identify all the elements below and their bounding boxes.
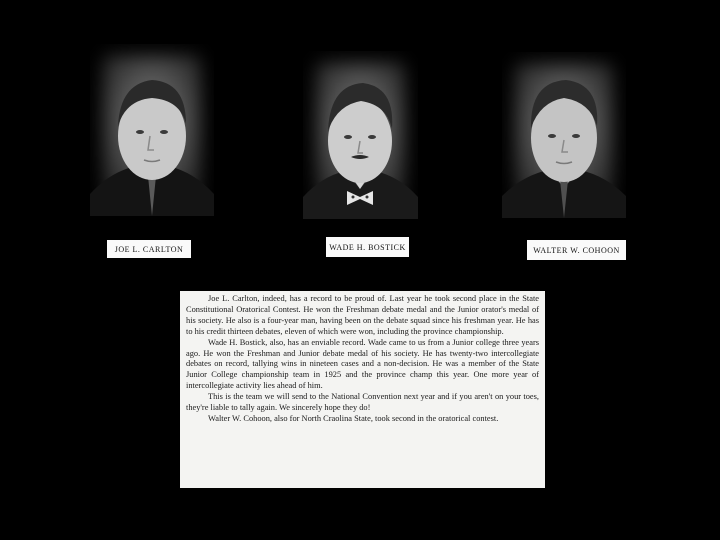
- caption-wade-bostick: WADE H. BOSTICK: [326, 237, 409, 257]
- article-text: [180, 291, 545, 488]
- paragraph-bostick: Wade H. Bostick, also, has an enviable record. Wade came to us from a Junior college three years ago. He won the Freshman and Junior debate medal of his society. He has twenty-two intercollegiate debates on record, tallying wins in nineteen cases and a non-decision. He was a member of the State Junior College championship team in 1925 and the province champ this year. One more year of intercollegiate activity lies ahead of him.: [186, 337, 539, 391]
- paragraph-cohoon: Walter W. Cohoon, also for North Craolina State, took second in the oratorical contest.: [208, 413, 499, 423]
- portrait-photo-icon: [502, 52, 626, 218]
- caption-joe-carlton: JOE L. CARLTON: [107, 240, 191, 258]
- paragraph-team: This is the team we will send to the National Convention next year and if you aren't on your toes, they're liable to tally again. We sincerely hope they do!: [186, 392, 539, 413]
- portrait-photo-icon: [303, 51, 418, 219]
- caption-walter-cohoon: WALTER W. COHOON: [527, 240, 626, 260]
- portrait-walter-cohoon: [502, 52, 626, 218]
- paragraph-carlton: Joe L. Carlton, indeed, has a record to be proud of. Last year he took second place in the State Constitutional Oratorical Contest. He won the Freshman debate medal and the Junior orator's medal of his society. He also is a four-year man, having been on the debate squad since his freshman year. He has to his credit thirteen debates, eleven of which were won, including the province championship.: [186, 294, 539, 336]
- portrait-joe-carlton: [90, 44, 214, 216]
- portrait-photo-icon: [90, 44, 214, 216]
- portrait-wade-bostick: [303, 51, 418, 219]
